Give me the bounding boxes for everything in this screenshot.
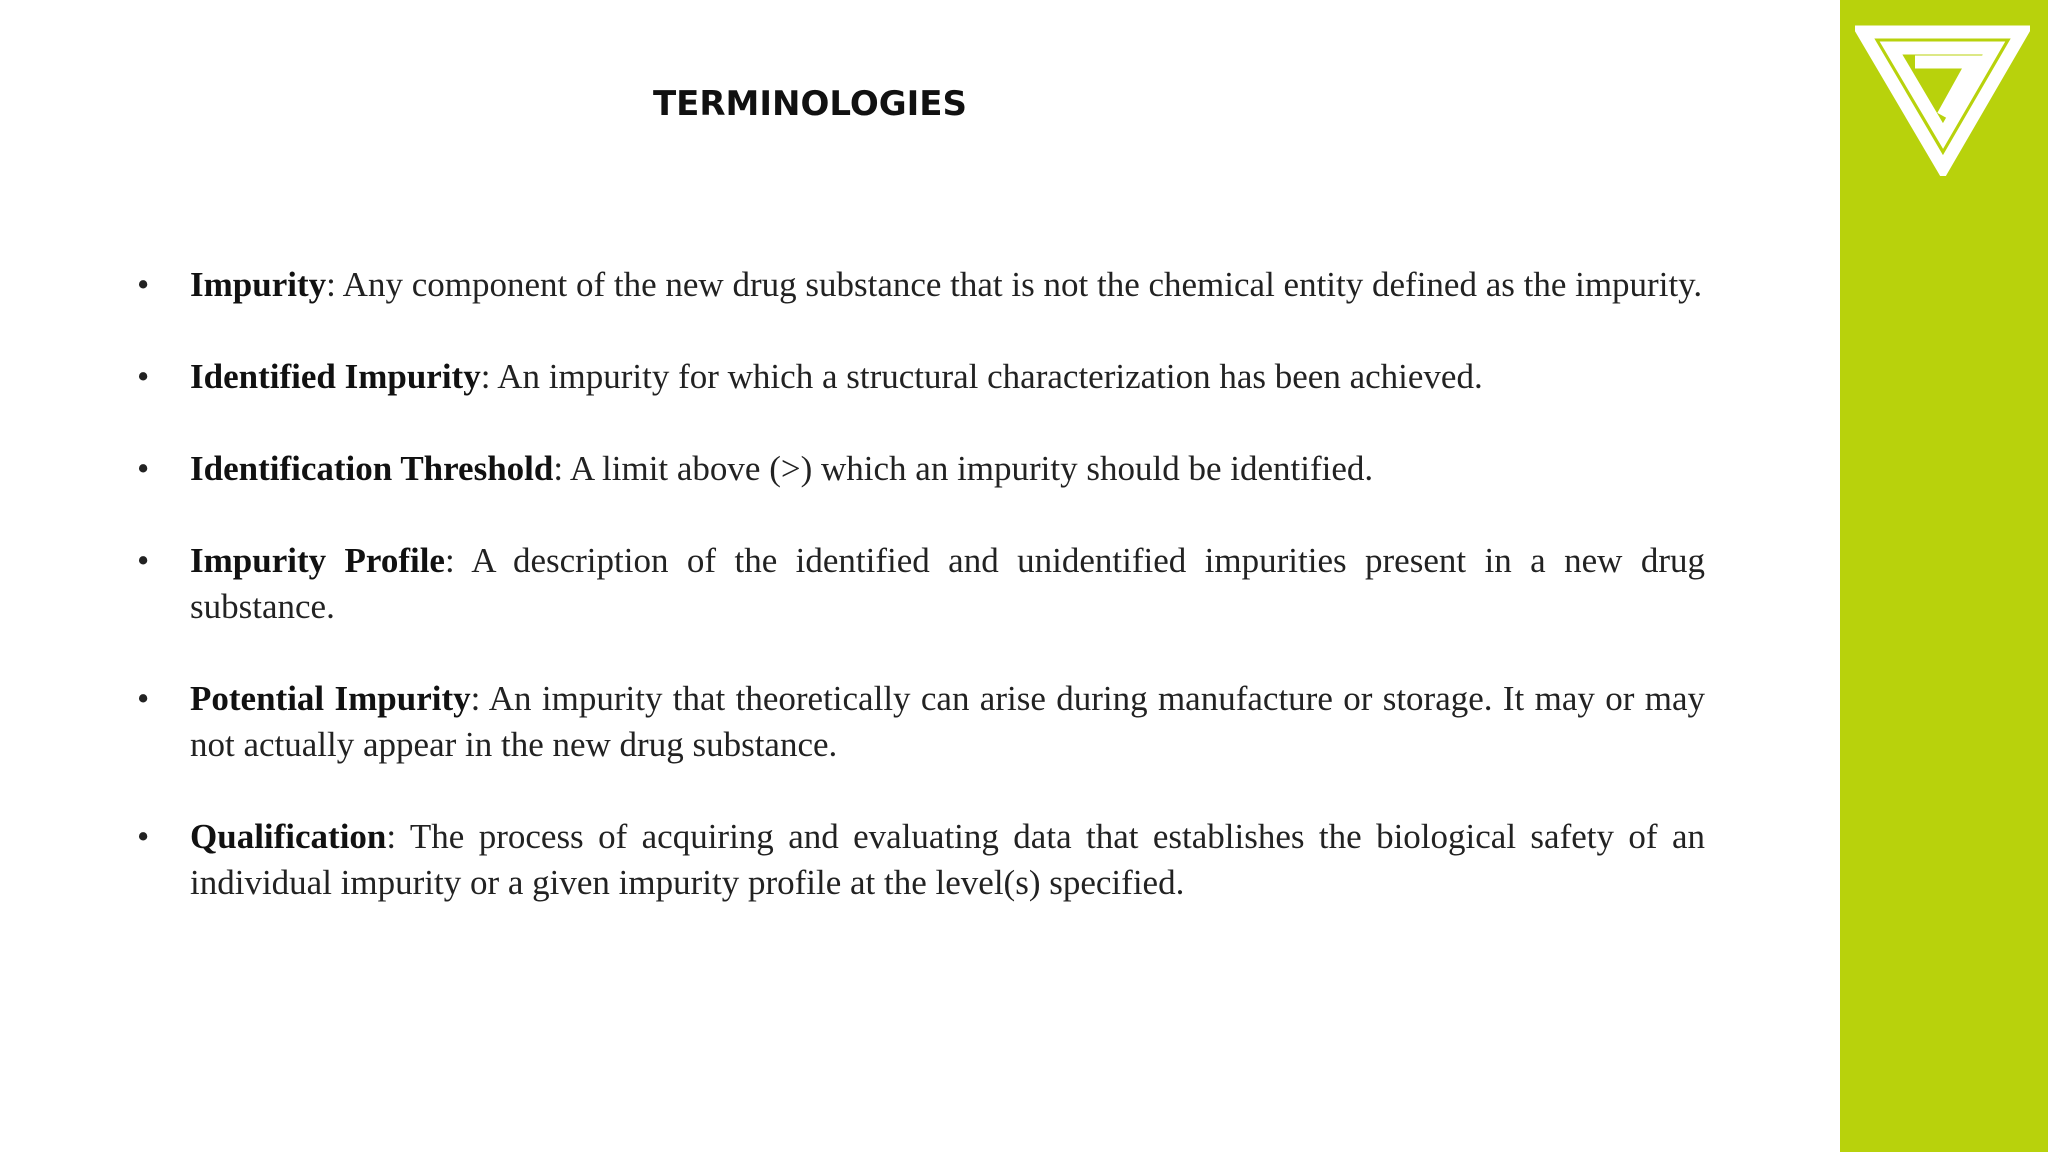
term-item-impurity [137, 262, 1705, 308]
term-definition: A limit above (>) which an impurity should be identified. [563, 449, 1374, 488]
triangle-logo-icon [1855, 24, 2030, 176]
term-separator: : [326, 265, 336, 304]
term-separator: : [470, 679, 481, 718]
term-item-qualification [137, 814, 1705, 906]
term-definition: An impurity for which a structural characterization has been achieved. [490, 357, 1483, 396]
term-name: Potential Impurity [190, 679, 471, 718]
term-name: Impurity Profile [190, 541, 445, 580]
terms-list [137, 262, 1705, 952]
bullet: • [137, 679, 150, 718]
term-item-identification-threshold [137, 446, 1705, 492]
term-item-impurity-profile [137, 538, 1705, 630]
term-definition: The process of acquiring and evaluating data that establishes the biological safety of an individual impurity or a given impurity profile at the level(s) specified. [190, 817, 1705, 902]
term-name: Impurity [190, 265, 327, 304]
term-separator: : [444, 541, 455, 580]
bullet: • [137, 357, 150, 396]
term-item-identified-impurity [137, 354, 1705, 400]
term-separator: : [553, 449, 564, 488]
term-definition: A description of the identified and unidentified impurities present in a new drug substance. [190, 541, 1705, 626]
term-item-potential-impurity [137, 676, 1705, 768]
bullet: • [137, 265, 150, 304]
bullet: • [137, 817, 150, 856]
term-name: Identified Impurity [190, 357, 481, 396]
term-separator: : [386, 817, 397, 856]
term-name: Qualification [190, 817, 387, 856]
bullet: • [137, 541, 150, 580]
term-definition: Any component of the new drug substance that is not the chemical entity defined as the impurity. [335, 265, 1703, 304]
term-definition: An impurity that theoretically can arise during manufacture or storage. It may or may not actually appear in the new drug substance. [190, 679, 1705, 764]
term-separator: : [480, 357, 491, 396]
term-name: Identification Threshold [190, 449, 554, 488]
slide-title: TERMINOLOGIES [652, 84, 968, 124]
bullet: • [137, 449, 150, 488]
